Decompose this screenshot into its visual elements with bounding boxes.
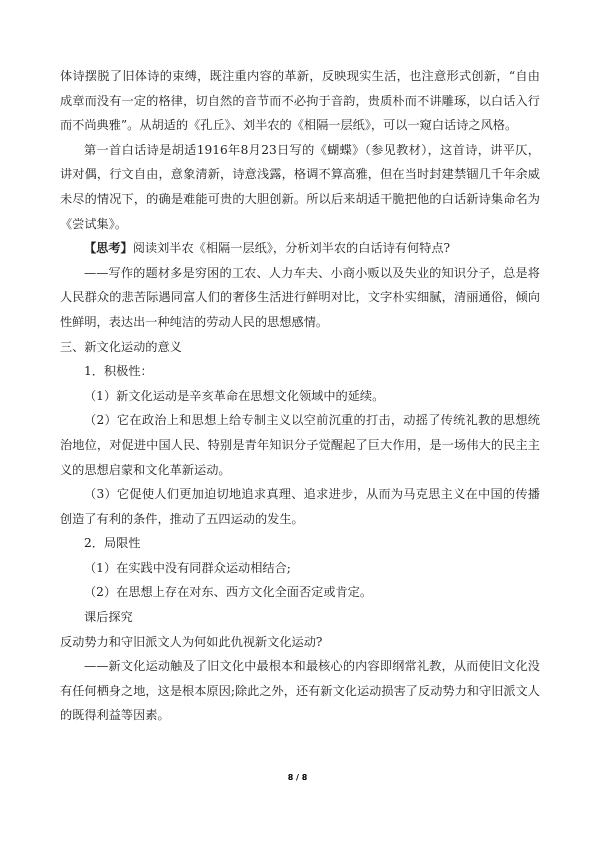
after-class-heading: 课后探究 (84, 610, 133, 625)
limitation-heading: 2．局限性 (84, 536, 141, 551)
positive-point-2: （2）它在政治上和思想上给专制主义以空前沉重的打击，动摇了传统礼教的思想统治地位，对促进中国人民、特别是青年知识分子觉醒起了巨大作用，是一场伟大的民主主义的思想启蒙和文化革新运动。 (60, 413, 540, 477)
limitation-point-1: （1）在实践中没有同群众运动相结合; (84, 560, 291, 575)
explore-question: 反动势力和守旧派文人为何如此仇视新文化运动? (60, 634, 323, 649)
think-question (60, 236, 540, 261)
think-tag: 【思考】 (84, 241, 133, 256)
explore-answer: ——新文化运动触及了旧文化中最根本和最核心的内容即纲常礼教，从而使旧文化没有任何栖身之地，这是根本原因;除此之外，还有新文化运动损害了反动势力和守旧派文人的既得利益等因素。 (60, 659, 540, 723)
positive-heading: 1．积极性： (84, 364, 153, 379)
think-question-text: 阅读刘半农《相隔一层纸》，分析刘半农的白话诗有何特点? (132, 241, 451, 256)
think-answer: ——写作的题材多是穷困的工农、人力车夫、小商小贩以及失业的知识分子，总是将人民群众的悲苦际遇同富人们的奢侈生活进行鲜明对比，文字朴实细腻，清丽通俗，倾向性鲜明，表达出一种纯洁的劳动人民的思想感情。 (60, 265, 540, 329)
section-3-heading: 三、新文化运动的意义 (60, 339, 182, 354)
paragraph-2: 第一首白话诗是胡适1916年8月23日写的《蝴蝶》（参见教材），这首诗，讲平仄，讲对偶，行文自由，意象清新，诗意浅露，格调不算高雅，但在当时封建禁锢几千年余威未尽的情况下，的确是难能可贵的大胆创新。所以后来胡适干脆把他的白话新诗集命名为《尝试集》。 (60, 142, 540, 231)
paragraph-1: 体诗摆脱了旧体诗的束缚，既注重内容的革新，反映现实生活，也注意形式创新，“自由成章而没有一定的格律，切自然的音节而不必拘于音韵，贵质朴而不讲雕琢，以白话入行而不尚典雅”。从胡适的《孔丘》、刘半农的《相隔一层纸》，可以一窥白话诗之风格。 (60, 69, 540, 133)
page-number: 8 / 8 (287, 773, 308, 782)
positive-point-3: （3）它促使人们更加迫切地追求真理、追求进步，从而为马克思主义在中国的传播创造了有利的条件，推动了五四运动的发生。 (60, 487, 540, 526)
document-body (60, 64, 540, 728)
positive-point-1: （1）新文化运动是辛亥革命在思想文化领域中的延续。 (84, 388, 385, 403)
limitation-point-2: （2）在思想上存在对东、西方文化全面否定或肯定。 (84, 585, 373, 600)
